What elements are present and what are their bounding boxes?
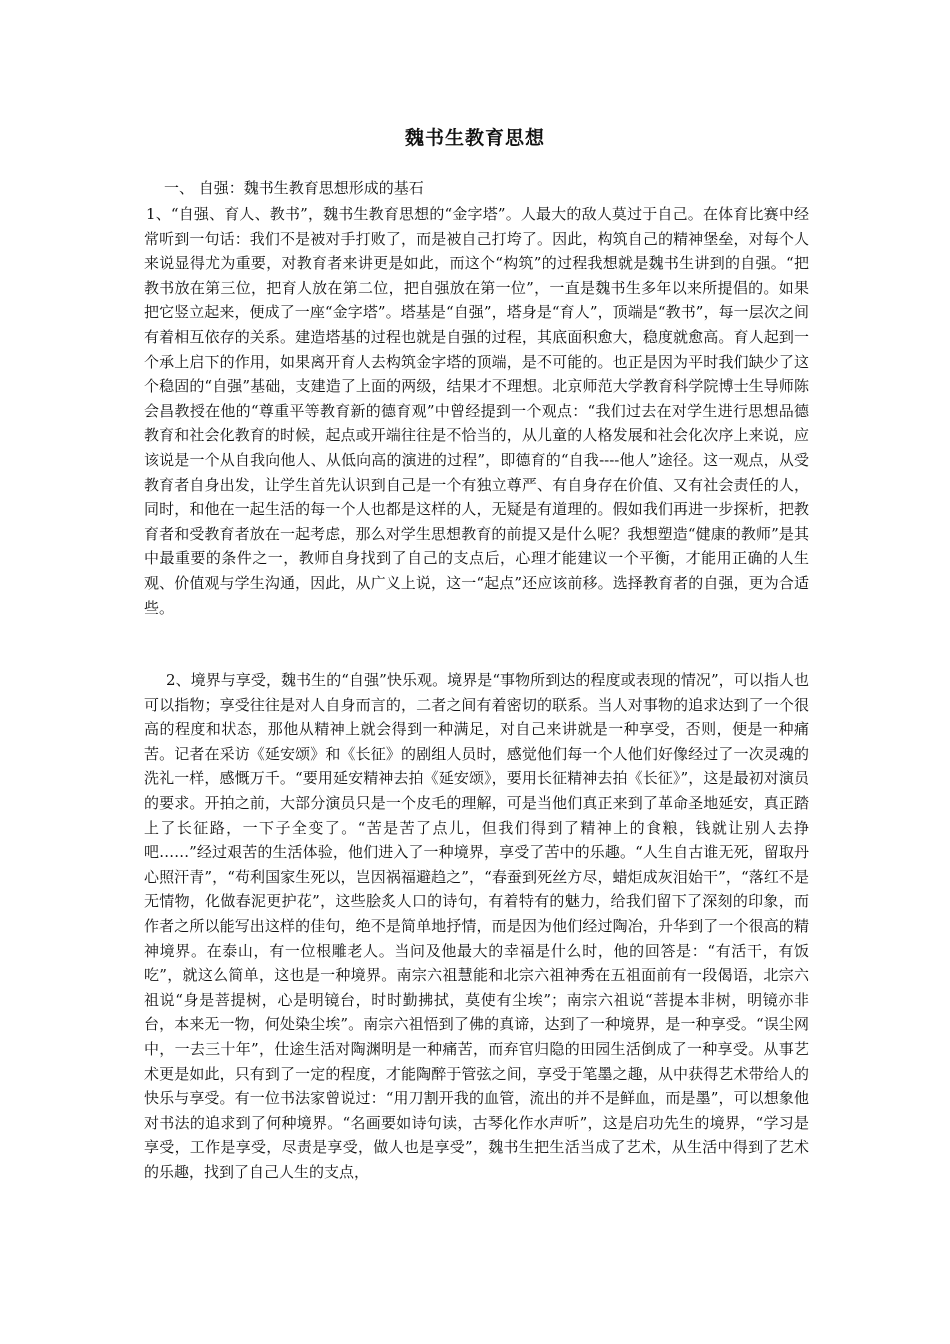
section-heading: 一、 自强：魏书生教育思想形成的基石 xyxy=(164,179,424,197)
document-title: 魏书生教育思想 xyxy=(404,127,545,149)
paragraph-2: 2、境界与享受，魏书生的“自强”快乐观。境界是“事物所到达的程度或表现的情况”，可以指人也可以指物；享受往往是对人自身而言的，二者之间有着密切的联系。当人对事物的追求达到了一个很高的程度和状态，那他从精神上就会得到一种满足，对自己来讲就是一种享受，否则，便是一种痛苦。记者在采访《延安颂》和《长征》的剧组人员时，感觉他们每一个人他们好像经过了一次灵魂的洗礼一样，感慨万千。“要用延安精神去拍《延安颂》，要用长征精神去拍《长征》”，这是最初对演员的要求。开拍之前，大部分演员只是一个皮毛的理解，可是当他们真正来到了革命圣地延安，真正踏上了长征路，一下子全变了。“苦是苦了点儿，但我们得到了精神上的食粮，钱就让别人去挣吧……”经过艰苦的生活体验，他们进入了一种境界，享受了苦中的乐趣。“人生自古谁无死，留取丹心照汗青”，“苟利国家生死以，岂因祸福避趋之”，“春蚕到死丝方尽，蜡炬成灰泪始干”，“落红不是无情物，化做春泥更护花”，这些脍炙人口的诗句，有着特有的魅力，给我们留下了深刻的印象，而作者之所以能写出这样的佳句，绝不是简单地抒情，而是因为他们经过陶冶，升华到了一个很高的精神境界。在泰山，有一位根雕老人。当问及他最大的幸福是什么时，他的回答是：“有活干，有饭吃”，就这么简单，这也是一种境界。南宗六祖慧能和北宗六祖神秀在五祖面前有一段偈语，北宗六祖说“身是菩提树，心是明镜台，时时勤拂拭，莫使有尘埃”；南宗六祖说“菩提本非树，明镜亦非台，本来无一物，何处染尘埃”。南宗六祖悟到了佛的真谛，达到了一种境界，是一种享受。“误尘网中，一去三十年”，仕途生活对陶渊明是一种痛苦，而弃官归隐的田园生活倒成了一种享受。从事艺术更是如此，只有到了一定的程度，才能陶醉于管弦之间，享受于笔墨之趣，从中获得艺术带给人的快乐与享受。有一位书法家曾说过：“用刀割开我的血管，流出的并不是鲜血，而是墨”，可以想象他对书法的追求到了何种境界。“名画要如诗句读，古琴化作水声听”，这是启功先生的境界，“学习是享受，工作是享受，尽责是享受，做人也是享受”，魏书生把生活当成了艺术，从生活中得到了艺术的乐趣，找到了自己人生的支点， xyxy=(144,671,809,1181)
paragraph-1: 1、“自强、育人、教书”，魏书生教育思想的“金字塔”。人最大的敌人莫过于自己。在体育比赛中经常听到一句话：我们不是被对手打败了，而是被自己打垮了。因此，构筑自己的精神堡垒，对每个人来说显得尤为重要，对教育者来讲更是如此，而这个“构筑”的过程我想就是魏书生讲到的自强。“把教书放在第三位，把育人放在第二位，把自强放在第一位”，一直是魏书生多年以来所提倡的。如果把它竖立起来，便成了一座“金字塔”。塔基是“自强”，塔身是“育人”，顶端是“教书”，每一层次之间有着相互依存的关系。建造塔基的过程也就是自强的过程，其底面积愈大，稳度就愈高。育人起到一个承上启下的作用，如果离开育人去构筑金字塔的顶端，是不可能的。也正是因为平时我们缺少了这个稳固的“自强”基础，支建造了上面的两级，结果才不理想。北京师范大学教育科学院博士生导师陈会昌教授在他的“尊重平等教育新的德育观”中曾经提到一个观点：“我们过去在对学生进行思想品德教育和社会化教育的时候，起点或开端往往是不恰当的，从儿童的人格发展和社会化次序上来说，应该说是一个从自我向他人、从低向高的演进的过程”，即德育的“自我----他人”途径。这一观点，从受教育者自身出发，让学生首先认识到自己是一个有独立尊严、有自身存在价值、又有社会责任的人，同时，和他在一起生活的每一个人也都是这样的人，无疑是有道理的。假如我们再进一步探析，把教育者和受教育者放在一起考虑，那么对学生思想教育的前提又是什么呢？我想塑造“健康的教师”是其中最重要的条件之一，教师自身找到了自己的支点后，心理才能建议一个平衡，才能用正确的人生观、价值观与学生沟通，因此，从广义上说，这一“起点”还应该前移。选择教育者的自强，更为合适些。 xyxy=(144,205,809,617)
